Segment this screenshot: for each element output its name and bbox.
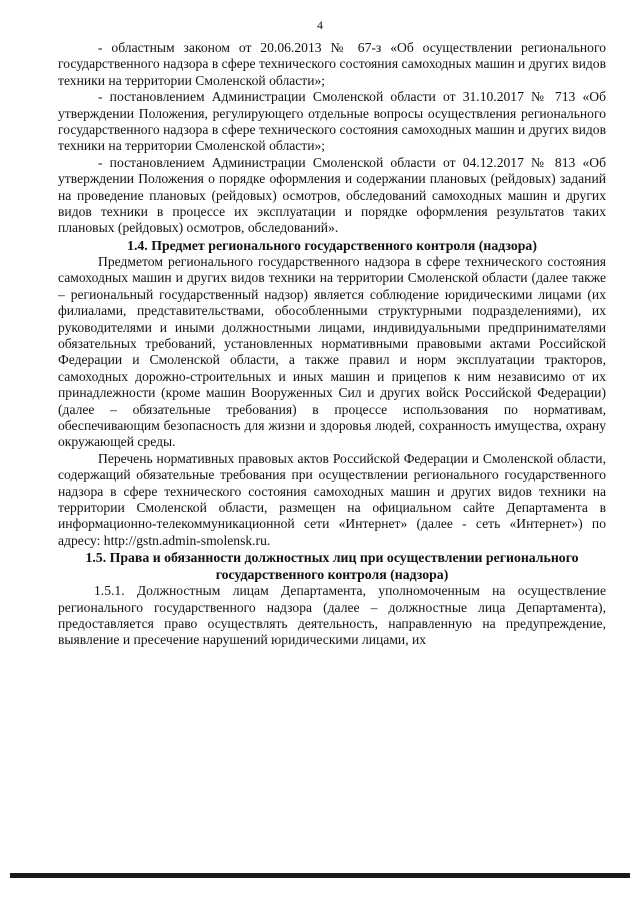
legal-act-item: - постановлением Администрации Смоленской области от 31.10.2017 № 713 «Об утверждении Положения, регулирующего отдельные вопросы осуществления регионального государственного надзора в сфере технического состояния самоходных машин и других видов техники на территории Смоленской области»;	[58, 89, 606, 154]
page-number: 4	[317, 18, 323, 32]
section-heading-1-4: 1.4. Предмет регионального государственного контроля (надзора)	[127, 237, 537, 253]
legal-act-item: - областным законом от 20.06.2013 № 67-з «Об осуществлении регионального государственного надзора в сфере технического состояния самоходных машин и других видов техники на территории Смоленской области»;	[58, 40, 606, 88]
paragraph: 1.5.1. Должностным лицам Департамента, уполномоченным на осуществление регионального государственного надзора (далее – должностные лица Департамента), предоставляется право осуществлять деятельность, направленную на предупреждение, выявление и пресечение нарушений юридическими лицами, их	[58, 583, 606, 648]
paragraph: Перечень нормативных правовых актов Российской Федерации и Смоленской области, содержащий обязательные требования при осуществлении регионального государственного надзора в сфере технического состояния самоходных машин и других видов техники на территории Смоленской области, размещен на официальном сайте Департамента в информационно-телекоммуникационной сети «Интернет» (далее - сеть «Интернет») по адресу: http://gstn.admin-smolensk.ru.	[58, 450, 606, 548]
document-body	[58, 40, 606, 649]
paragraph: Предметом регионального государственного надзора в сфере технического состояния самоходных машин и других видов техники на территории Смоленской области (далее также – региональный государственный надзор) является соблюдение юридическими лицами (их филиалами, представительствами, обособленными структурными подразделениями), их руководителями и иными должностными лицами, индивидуальными предпринимателями обязательных требований, установленных нормативными правовыми актами Российской Федерации и Смоленской области, а также правил и норм эксплуатации тракторов, самоходных дорожно-строительных и иных машин и прицепов к ним независимо от их принадлежности (кроме машин Вооруженных Сил и других войск Российской Федерации) (далее – обязательные требования) в процессе использования по нормативам, обеспечивающим безопасность для жизни и здоровья людей, сохранность имущества, охрану окружающей среды.	[58, 253, 606, 450]
scan-bottom-border	[10, 873, 630, 878]
section-heading-1-5: 1.5. Права и обязанности должностных лиц при осуществлении регионального государственного контроля (надзора)	[85, 550, 579, 583]
legal-act-item: - постановлением Администрации Смоленской области от 04.12.2017 № 813 «Об утверждении Положения о порядке оформления и содержании плановых (рейдовых) заданий на проведение плановых (рейдовых) осмотров, обследований самоходных машин и других видов техники в процессе их эксплуатации и порядке оформления результатов таких плановых (рейдовых) осмотров, обследований».	[58, 154, 606, 236]
